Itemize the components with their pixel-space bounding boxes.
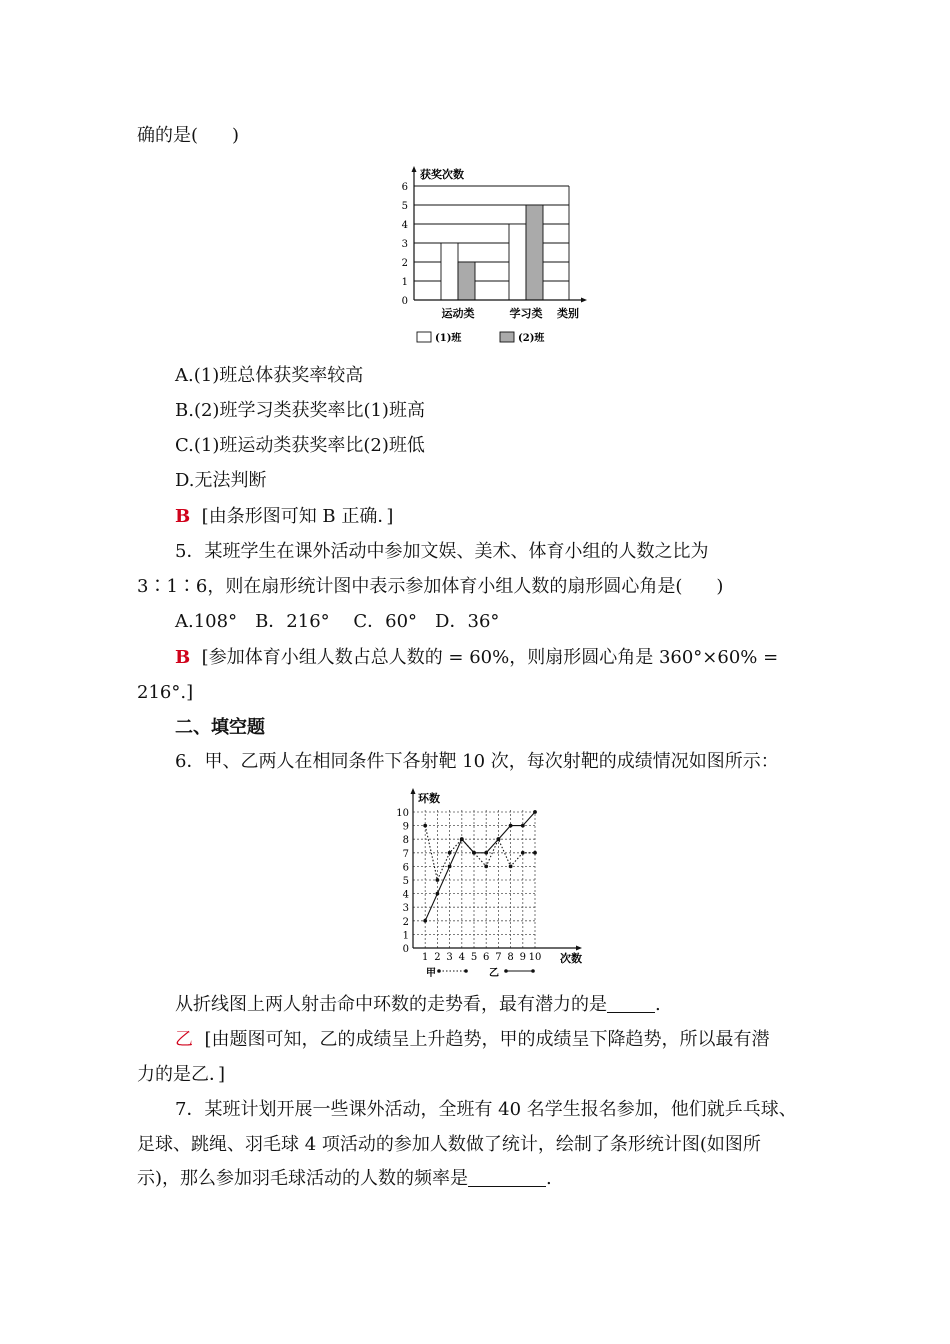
series-point-jia	[521, 851, 525, 855]
line-chart-y-tick: 9	[402, 821, 409, 833]
line-chart-series	[423, 810, 537, 923]
line-chart-y-tick: 1	[402, 930, 409, 942]
bar-chart-y-arrow	[412, 166, 417, 172]
q6-question-end: .	[655, 994, 661, 1015]
bar-chart-y-tick: 4	[401, 220, 408, 231]
bar-chart-category-label: 运动类	[441, 307, 475, 320]
legend-swatch-class1	[417, 332, 431, 342]
q5-options: A.108° B．216° C．60° D．36°	[175, 611, 500, 632]
bar-chart-bars	[441, 205, 543, 300]
q4-option-a: A.(1)班总体获奖率较高	[175, 365, 364, 386]
line-legend-label-jia: 甲	[426, 968, 436, 979]
bar-chart-y-tick: 1	[401, 277, 408, 288]
q7-line1: 7．某班计划开展一些课外活动，全班有 40 名学生报名参加，他们就乒乓球、	[175, 1099, 797, 1120]
q4-paren-close: )	[232, 125, 240, 146]
q6-question	[175, 993, 661, 1017]
line-chart-y-tick: 7	[402, 848, 409, 860]
series-point-yi	[533, 810, 537, 814]
series-point-jia	[448, 851, 452, 855]
series-point-yi	[521, 824, 525, 828]
line-chart-ticks	[396, 808, 541, 963]
bar-1-1	[509, 224, 526, 300]
q5-line2	[137, 575, 723, 599]
series-point-jia	[509, 865, 513, 869]
q6-answer-blank[interactable]	[607, 994, 655, 1013]
line-chart-x-tick: 6	[483, 952, 490, 963]
bar-chart-x-arrow	[581, 298, 587, 303]
series-point-jia	[436, 878, 440, 882]
line-chart-y-tick: 0	[402, 944, 409, 955]
series-point-yi	[472, 851, 476, 855]
line-chart-y-tick: 10	[396, 808, 409, 819]
q4-stem-tail	[137, 124, 239, 148]
q7-line3	[137, 1167, 552, 1191]
bar-chart-y-ticks	[402, 182, 408, 307]
q4-answer-explanation: [由条形图可知 B 正确．]	[201, 506, 394, 527]
line-chart-x-tick: 4	[458, 952, 465, 963]
shooting-line-chart	[392, 784, 592, 980]
line-chart-y-tick: 2	[402, 916, 409, 928]
q6-question-text: 从折线图上两人射击命中环数的走势看，最有潜力的是	[175, 994, 607, 1015]
bar-chart-y-tick: 3	[401, 239, 408, 250]
bar-chart-y-tick: 2	[401, 258, 408, 269]
series-point-yi	[460, 837, 464, 841]
q5-answer-letter: B	[175, 647, 191, 668]
q6-line1: 6．甲、乙两人在相同条件下各射靶 10 次，每次射靶的成绩情况如图所示：	[175, 751, 779, 772]
line-chart-gridlines	[413, 810, 535, 948]
award-bar-chart	[395, 162, 595, 350]
line-chart-x-tick: 5	[470, 952, 478, 963]
q6-answer-line2: 力的是乙．]	[137, 1064, 226, 1085]
q6-answer	[175, 1028, 769, 1052]
bar-chart-y-tick: 6	[401, 182, 408, 193]
series-point-jia	[423, 824, 427, 828]
q4-stem-text: 确的是(	[137, 125, 199, 146]
series-point-jia	[484, 865, 488, 869]
bar-chart-xlabel: 类别	[557, 307, 579, 320]
q4-option-b: B.(2)班学习类获奖率比(1)班高	[175, 400, 425, 421]
line-chart-x-tick: 3	[446, 952, 453, 963]
series-point-yi	[448, 865, 452, 869]
line-chart-x-tick: 1	[422, 952, 429, 963]
q4-answer-letter: B	[175, 506, 191, 527]
bar-chart-category-label: 学习类	[509, 307, 543, 320]
line-chart-y-tick: 3	[402, 903, 409, 915]
bar-2-0	[458, 262, 475, 300]
line-chart-x-tick: 8	[507, 952, 514, 963]
q5-answer-line1: [参加体育小组人数占总人数的 = 60%，则扇形圆心角是 360°×60% =	[201, 647, 779, 668]
q4-option-c: C.(1)班运动类获奖率比(2)班低	[175, 435, 425, 456]
series-point-yi	[509, 824, 513, 828]
q5-paren-close: )	[716, 576, 724, 597]
q5-answer	[175, 646, 778, 670]
q4-answer	[175, 505, 393, 529]
bar-chart-y-tick: 5	[401, 201, 408, 212]
q5-line2-text: 3∶1∶6，则在扇形统计图中表示参加体育小组人数的扇形圆心角是(	[137, 576, 683, 597]
series-point-jia	[533, 851, 537, 855]
series-point-yi	[484, 851, 488, 855]
q7-answer-blank[interactable]	[468, 1168, 546, 1187]
bar-chart-gridlines	[414, 186, 569, 300]
q7-line2: 足球、跳绳、羽毛球 4 项活动的参加人数做了统计，绘制了条形统计图(如图所	[137, 1134, 761, 1155]
section-heading: 二、填空题	[175, 717, 265, 738]
legend-label-class2: (2)班	[518, 333, 545, 344]
q7-line3-end: .	[546, 1168, 552, 1189]
line-chart-x-arrow	[576, 946, 582, 951]
bar-1-0	[441, 243, 458, 300]
q7-line3-text: 示)，那么参加羽毛球活动的人数的频率是	[137, 1168, 469, 1189]
bar-2-1	[526, 205, 543, 300]
legend-label-class1: (1)班	[435, 333, 462, 344]
line-chart-y-arrow	[411, 788, 416, 794]
line-chart-x-tick: 10	[528, 952, 542, 963]
bar-chart-categories	[442, 306, 543, 320]
line-chart-x-tick: 7	[495, 952, 502, 963]
series-point-yi	[423, 919, 427, 923]
q5-line1: 5．某班学生在课外活动中参加文娱、美术、体育小组的人数之比为	[175, 541, 709, 562]
line-chart-y-tick: 4	[402, 889, 409, 901]
bar-chart-y-tick: 0	[401, 296, 408, 307]
series-point-yi	[497, 837, 501, 841]
bar-chart-title: 获奖次数	[420, 168, 464, 181]
q6-answer-line1: [由题图可知，乙的成绩呈上升趋势，甲的成绩呈下降趋势，所以最有潜	[204, 1029, 770, 1050]
q5-answer-line2: 216°.]	[137, 682, 194, 703]
q4-option-d: D.无法判断	[175, 470, 267, 491]
legend-swatch-class2	[500, 332, 514, 342]
line-chart-y-tick: 8	[402, 835, 409, 847]
line-chart-y-tick: 6	[402, 862, 409, 874]
line-chart-x-tick: 2	[434, 952, 441, 963]
line-chart-xlabel: 次数	[560, 952, 582, 965]
line-chart-title: 环数	[418, 792, 440, 805]
series-point-yi	[436, 892, 440, 896]
q6-answer-word: 乙	[175, 1029, 193, 1050]
line-chart-y-tick: 5	[402, 876, 409, 887]
line-legend-label-yi: 乙	[489, 968, 499, 979]
line-chart-x-tick: 9	[519, 952, 526, 963]
